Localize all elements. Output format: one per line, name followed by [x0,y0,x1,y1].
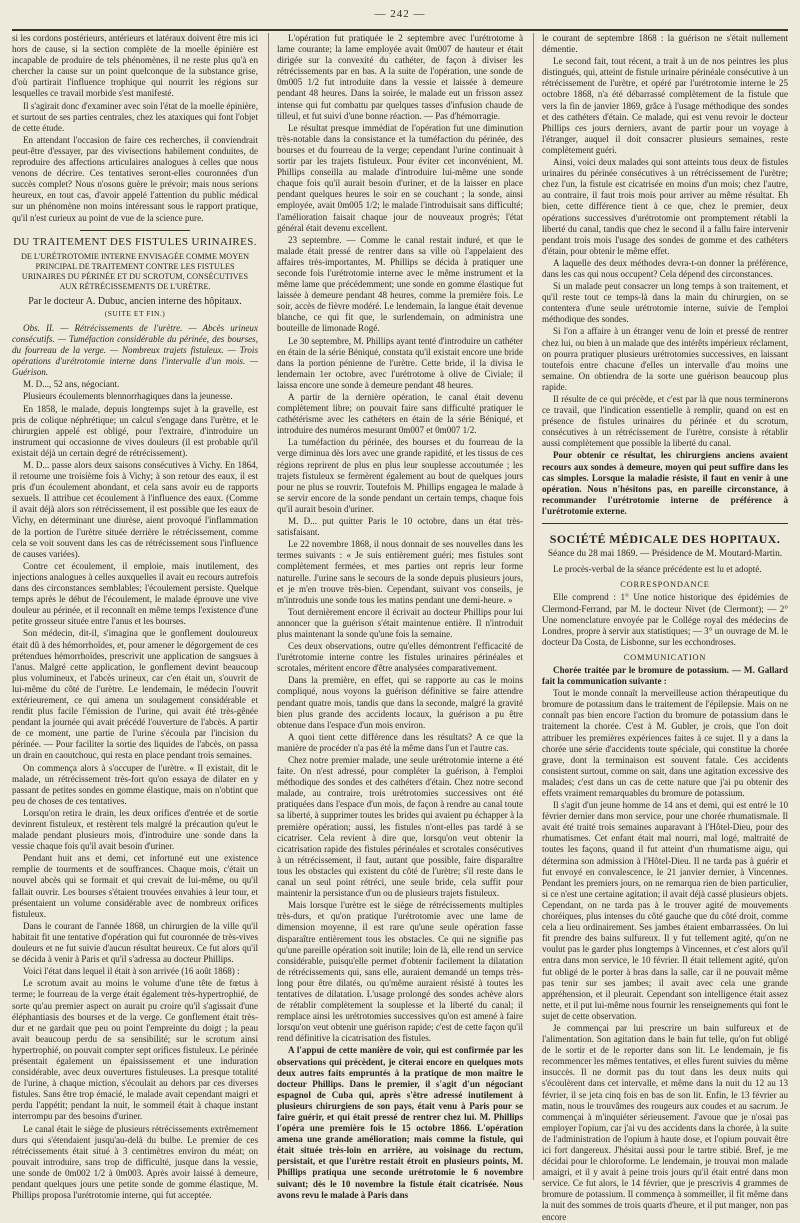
col1-intro-paragraph: si les cordons postérieurs, antérieurs et latéraux doivent être mis ici hors de cause, si la section complète de la moelle épinière est incapable de produire de tels phénomènes, il ne reste plus qu'à en chercher la cause sur un point quelconque de la substance grise, d'où partirait l'influence trophique qui nourrit les régions sur lesquelles ce travail morbide s'est manifesté. [12,33,258,99]
column-3 [533,33,788,1222]
col1-intro-paragraph: En attendant l'occasion de faire ces recherches, il conviendrait peut-être d'essayer, par des vivisections habilement conduites, de reproduire des affections articulaires analogues à celles que nous venons de décrire. Ces tentatives seront-elles couronnées d'un succès complet? Nous n'osons guère le prévoir; mais nous serions heureux, en tout cas, d'avoir appelé l'attention du public médical sur un phénomène non moins intéressant sous le rapport pratique, qu'il n'est curieux au point de vue de la science pure. [12,134,258,223]
header-rule [12,29,788,31]
col2-paragraph: A partir de la dernière opération, le canal était devenu complètement libre; on pouvait faire sans difficulté pratiquer le cathétérisme avec les cathéters en étain de la série Béniqué, et introduire des numéros mesurant 0m007 et 0m007 1/2. [277,392,523,436]
col1-body-paragraph: Plusieurs écoulements blennorrhagiques dans la jeunesse. [23,391,233,402]
col2-paragraph: Le 22 novembre 1868, il nous donnait de ses nouvelles dans les termes suivants : « Je suis entièrement guéri; mes fistules sont complètement fermées, et mes parties ont repris leur forme naturelle. J'urine sans le secours de la sonde depuis plusieurs jours, et je m'en trouve très-bien. Cependant, suivant vos conseils, je m'introduis une sonde tous les matins pendant une demi-heure. » [277,539,523,605]
section-divider [80,230,190,231]
column-1 [12,33,258,1201]
col3-paragraph: Si un malade peut consacrer un long temps à son traitement, et qu'il reste tout ce temps-là dans la main du chirurgien, on se contentera d'une seule urétrotomie interne, suivie de l'emploi méthodique des sondes. [542,281,788,325]
col2-paragraph: A l'appui de cette manière de voir, qui est confirmée par les observations qui précèdent, je citerai encore en quelques mots deux autres faits empruntés à la pratique de mon maître le docteur Phillips. Dans le premier, il s'agit d'un négociant espagnol de Cuba qui, après s'être adressé inutilement à plusieurs chirurgiens de son pays, était venu à Paris pour se faire guérir, et qui était pressé de rentrer chez lui. M. Phillips l'opéra une première fois le 15 octobre 1866. L'opération amena une grande amélioration; mais comme la fistule, qui était située très-loin en arrière, au voisinage du rectum, persistait, et que l'urètre restait étroit en plusieurs points, M. Phillips pratiqua une seconde urétrotomie le 6 novembre suivant; dès le 10 novembre la fistule était cicatrisée. Nous avons revu le malade à Paris dans [277,1045,523,1200]
col2-paragraph: Le 30 septembre, M. Phillips ayant tenté d'introduire un cathéter en étain de la série Béniqué, constata qu'il existait encore une bride dans la portion pénienne de l'urètre. Cette bride, il la divisa le lendemain 1er octobre, avec l'urétrotome à olive de Civiale; il laissa encore une sonde à demeure pendant 48 heures. [277,335,523,390]
col2-paragraph: L'opération fut pratiquée le 2 septembre avec l'urétrotome à lame courante; la lame employée avait 0m007 de hauteur et était dirigée sur la convexité du cathéter, de façon à diviser les rétrécissements par en bas. A la suite de l'opération, une sonde de 0m005 1/2 fut introduite dans la vessie et laissée à demeure pendant 48 heures. Dans la soirée, le malade eut un frisson assez intense qui fut combattu par quelques tasses d'infusion chaude de tilleul, et fut suivi d'une bonne réaction. — Pas d'hémorragie. [277,33,523,121]
page-number: — 242 — [374,8,426,20]
communication-title: Chorée traitée par le bromure de potassium. — M. Gallard fait la communication suivante : [542,664,788,687]
columns [12,33,788,1222]
col1-body-paragraph: Le scrotum avait au moins le volume d'une tête de fœtus à terme; le fourreau de la verge était également très-hypertrophié, de sorte qu'au premier aspect on aurait pu croire qu'il s'agissait d'une éléphantiasis des bourses et de la verge. Ce gonflement était très-dur et ne gardait que peu ou point l'empreinte du doigt ; la peau avait beaucoup perdu de sa sensibilité; sur le scrotum ainsi hypertrophié, on pouvait compter sept orifices fistuleux. Le périnée présentait également un épaississement et une induration considérable, avec deux ouvertures fistuleuses. La presque totalité de l'urine, à chaque miction, s'écoulait au dehors par ces diverses fistules. Sans être trop émacié, le malade avait cependant maigri et perdu l'appétit; pendant la nuit, le sommeil était à chaque instant interrompu par des besoins d'uriner. [12,978,258,1122]
society-title: SOCIÉTÉ MÉDICALE DES HOPITAUX. [549,532,781,547]
col3-paragraph: Ainsi, voici deux malades qui sont atteints tous deux de fistules urinaires du périnée consécutives à un rétrécissement de l'urètre; chez l'un, la fistule est cicatrisée en moins d'un mois; chez l'autre, au contraire, il faut trois mois pour arriver au même résultat. Eh bien, cette différence tient à ce que, chez le premier, deux opérations successives d'urétrotomie ont promptement rétabli la liberté du canal, tandis que chez le second il a fallu faire intervenir pendant trois mois l'usage des sondes de gomme et des cathéters d'étain, pour obtenir le même effet. [542,157,788,256]
col1-body-paragraph: Voici l'état dans lequel il était à son arrivée (16 août 1868) : [23,966,240,977]
col2-paragraph: A quoi tient cette différence dans les résultats? A ce que la manière de procéder n'a pas été la même dans l'un et l'autre cas. [277,731,523,753]
col1-body-paragraph: Pendant huit ans et demi, cet infortuné eut une existence remplie de tourments et de souffrances. Chaque mois, c'était un nouvel abcès qui se formait et qui crevait de lui-même, ou qu'il fallait ouvrir. Les bourses s'étaient trouvées envahies à leur tour, et présentaient un volume considérable avec de nombreux orifices fistuleux. [12,853,258,919]
col3-paragraph: A laquelle des deux méthodes devra-t-on donner la préférence, dans les cas qui nous occupent? Cela dépend des circonstances. [542,257,788,279]
article-suite: (SUITE ET FIN.) [104,308,166,318]
col2-paragraph: Chez notre premier malade, une seule urétrotomie interne a été faite. On n'est adressé, pour compléter la guérison, à l'emploi méthodique des sondes et des cathéters d'étain. Chez notre second malade, au contraire, trois urétrotomies successives ont été pratiquées dans l'espace d'un mois, de façon à rendre au canal toute sa liberté, à supprimer toutes les brides qui avaient pu échapper à la première opération; aussi, les fistules n'ont-elles pas tardé à se cicatriser. Cela revient à dire que, lorsqu'on veut obtenir la cicatrisation rapide des fistules périnéales et scrotales consécutives à un rétrécissement, il faut, autant que possible, faire disparaître tous les obstacles qui existent du côté de l'urètre; s'il reste dans le canal un seul point rétréci, une seule bride, cela suffit pour maintenir la persistance d'un ou de plusieurs trajets fistuleux. [277,755,523,899]
communication-heading: COMMUNICATION [623,652,707,662]
article-title: DU TRAITEMENT DES FISTULES URINAIRES. [13,235,257,248]
correspondance-text: Elle comprend : 1° Une notice historique des épidémies de Clermond-Ferrand, par M. le docteur Nivet (de Clermont); — 2° Une nomenclature envoyée par le Collége royal des médecins de Londres, propre à servir aux statistiques; — 3° un ouvrage de M. le docteur Da Costa, de Lisbonne, sur les ecchondroses. [542,592,788,647]
col2-paragraph: La tuméfaction du périnée, des bourses et du fourreau de la verge diminua dès lors avec une grande rapidité, et les tissus de ces régions reprirent de plus en plus leur souplesse accoutumée ; les trajets fistuleux se fermèrent également au bout de quelques jours pour ne plus se rouvrir. Toutefois M. Phillips engagea le malade à se servir encore de la sonde pendant un certain temps, chaque fois qu'il aurait besoin d'uriner. [277,437,523,514]
article-author: Par le docteur A. Dubuc, ancien interne des hôpitaux. [28,295,242,307]
col2-paragraph: Dans la première, en effet, qui se rapporte au cas le moins compliqué, nous voyons la guérison définitive se faire attendre pendant quatre mois, tandis que dans la seconde, malgré la gravité bien plus grande des accidents locaux, la guérison a pu être obtenue dans l'espace d'un mois environ. [277,675,523,730]
section-divider [542,523,788,524]
communication-paragraph: Je commençai par lui prescrire un bain sulfureux et de l'alimentation. Son agitation dans le bain fut telle, qu'on fut obligé de le sortir et de le reporter dans son lit. Le lendemain, je fis recommencer les mêmes tentatives, et elles furent suivies du même insuccès. Il ne dormit pas du tout dans les deux nuits qui s'écoulèrent dans cet intervalle, et même dans la nuit du 12 au 13 février, il se jeta cinq fois en bas de son lit. Enfin, le 13 février au matin, nous le trouvâmes des rougeurs aux coudes et au sacrum. Je commençai à m'inquiéter sérieusement. J'avoue que je n'osai pas employer l'opium, car j'ai vu des accidents dans la chorée, à la suite de l'administration de l'opium à haute dose, et l'opium pouvait être ici fort dangereux. J'hésitai aussi pour le tartre stibié. Bref, je me décidai pour le chloroforme. Le lendemain, je trouvai mon malade amaigri, et il y avait à peine trois jours qu'il était entré dans mon service. Ce fut alors, le 14 février, que je prescrivis 4 grammes de bromure de potassium. Il commença à sommeiller, il fit même dans la nuit des sommes de trois quarts d'heure, et il put manger, non pas encore [542,1022,788,1222]
correspondance-heading: CORRESPONDANCE [620,580,710,590]
col1-intro-paragraph: Il s'agirait donc d'examiner avec soin l'état de la moelle épinière, et surtout de ses parties centrales, chez les ataxiques qui font l'objet de cette étude. [12,100,258,133]
col2-paragraph: Le résultat presque immédiat de l'opération fut une diminution très-notable dans la consistance et la tuméfaction du périnée, des bourses et du fourreau de la verge; cependant l'urine continuait à sortir par les trajets fistuleux. Pour éviter cet inconvénient, M. Phillips conseilla au malade d'introduire lui-même une sonde chaque fois qu'il aurait besoin d'uriner, et de la laisser en place pendant quelques heures le soir en se couchant ; la sonde, ainsi employée, avait 0m005 1/2; le malade l'introduisait sans difficulté; l'amélioration faisait chaque jour de nouveaux progrès; l'état général était devenu excellent. [277,122,523,233]
article-subtitle: DE L'URÉTROTOMIE INTERNE ENVISAGÉE COMME MOYEN PRINCIPAL DE TRAITEMENT CONTRE LES FISTULES URINAIRES DU PÉRINÉE ET DU SCROTUM, CONSÉCUTIVES AUX RÉTRÉCISSEMENTS DE L'URÈTRE. [20,251,250,291]
col2-paragraph: Mais lorsque l'urètre est le siège de rétrécissements multiples très-durs, et qu'on pratique l'urétrotomie avec une lame de dimension moyenne, il est rare qu'une seule opération fasse disparaître entièrement tous les obstacles. Ce qui ne signifie pas qu'une pareille opération soit inutile; loin de là, elle rend un service considérable, puisqu'elle permet d'obtenir facilement la dilatation de rétrécissements qui, sans elle, auraient demandé un temps très-long pour être dilatés, ou qu'même auraient résisté à toutes les tentatives de dilatation. L'usage prolongé des sondes achève alors de rétablir complètement la souplesse et la liberté du canal; il remplace ainsi les urétrotomies successives qu'on est amené à faire lorsqu'on veut obtenir une guérison rapide; c'est de cette façon qu'il rend définitive la cicatrisation des fistules. [277,900,523,1044]
col1-body-paragraph: M. D... passe alors deux saisons consécutives à Vichy. En 1864, il retourne une troisième fois à Vichy; à son retour des eaux, il est pris d'un écoulement abondant, et cela sans avoir eu de rapports sexuels. Il attribue cet écoulement à l'influence des eaux. (Comme il avait déjà alors son rétrécissement, il est possible que les eaux de Vichy, en déterminant une diurèse, aient provoqué l'inflammation de la portion de l'urètre située derrière le rétrécissement, comme cela se voit souvent dans les cas de rétrécissement sous l'influence de causes variées). [12,460,258,559]
col1-body-paragraph: Contre cet écoulement, il emploie, mais inutilement, des injections analogues à celles auxquelles il avait eu recours autrefois dans des circonstances semblables; l'écoulement persiste. Quelque temps après le début de l'écoulement, le malade éprouve une vive douleur au périnée, et il reconnaît en même temps l'existence d'une petite grosseur située entre l'anus et les bourses. [12,560,258,627]
col2-paragraph: Ces deux observations, outre qu'elles démontrent l'efficacité de l'urétrotomie interne contre les fistules urinaires périnéales et scrotales, méritent encore d'être analysées comparativement. [277,641,523,674]
col3-paragraph: Pour obtenir ce résultat, les chirurgiens anciens avaient recours aux sondes à demeure, moyen qui peut suffire dans les cas simples. Lorsque la maladie résiste, il faut en venir à une opération. Nous n'hésitons pas, en pareille circonstance, à recommander l'urétrotomie interne de préférence à l'urétrotomie externe. [542,450,788,516]
col2-paragraph: 23 septembre. — Comme le canal restait induré, et que le malade était pressé de rentrer dans sa ville où l'appelaient des affaires très-importantes, M. Phillips se décida à pratiquer une seconde fois l'urétrotomie interne avec le même instrument et la même lame que précédemment; une sonde en gomme élastique fut laissée à demeure pendant 48 heures, comme la première fois. Le soir, accès de fièvre modéré. Le lendemain, la langue était devenue blanche, ce qui fit que, le surlendemain, on administra une bouteille de limonade Rogé. [277,234,523,334]
col1-body-paragraph: On commença alors à s'occuper de l'urètre. « Il existait, dit le malade, un rétrécissement très-fort qu'on essaya de dilater en y passant de petites sondes en gomme élastique, mais on n'obtint que peu de choses de ces tentatives. [12,762,258,806]
col1-body-paragraph: M. D..., 52 ans, négociant. [23,379,120,390]
col1-body-paragraph: Son médecin, dit-il, s'imagina que le gonflement douloureux était dû à des hémorrhoïdes, et, pour amener le dégorgement de ces prétendues hémorrhoïdes, prescrivit une application de sangsues à l'anus. Malgré cette application, le gonflement devint beaucoup plus volumineux, et l'abcès urineux, car c'en était un, s'ouvrit de lui-même du côté de l'urètre. Le lendemain, le médecin l'ouvrit extérieurement, ce qui amena un soulagement considérable et rendit plus facile l'émission de l'urine, qui avait été très-gênée pendant la journée qui avait précédé l'ouverture de l'abcès. A partir de ce moment, une partie de l'urine s'écoula par l'incision du périnée. — Pour faciliter la sortie des liquides de l'abcès, on passa un drain en caoutchouc, qui resta en place pendant trois semaines. [12,628,258,761]
col2-paragraph: Tout dernièrement encore il écrivait au docteur Phillips pour lui annoncer que la guérison s'était maintenue entière. Il n'introduit plus maintenant la sonde qu'une fois la semaine. [277,606,523,639]
seance-line: Séance du 28 mai 1869. — Présidence de M. Moutard-Martin. [547,549,783,560]
col1-body-paragraph: Lorsqu'on retira le drain, les deux orifices d'entrée et de sortie devinrent fistuleux, et restèrent tels malgré la précaution qu'eut le malade pendant plusieurs mois, d'introduire une sonde dans la vessie chaque fois qu'il avait besoin d'uriner. [12,807,258,852]
column-2 [268,33,523,1200]
observation-summary: Obs. II. — Rétrécissements de l'urètre. — Abcès urineux consécutifs. — Tuméfaction considérable du périnée, des bourses, du fourreau de la verge. — Nombreux trajets fistuleux. — Trois opérations d'urétrotomie interne dans l'intervalle d'un mois. — Guérison. [12,322,258,378]
col3-paragraph: Le second fait, tout récent, a trait à un de nos peintres les plus distingués, qui, atteint de fistule urinaire périnéale consécutive à un rétrécissement de l'urètre, et opéré par l'urétrotomie interne le 25 octobre 1868, n'a été débarrassé complètement de la fistule que vers la fin de janvier 1869, grâce à l'usage méthodique des sondes et des cathéters d'étain. Ce malade, qui est venu revoir le docteur Phillips ces jours derniers, avant de partir pour un voyage à l'étranger, auquel il doit consacrer plusieurs semaines, reste complètement guéri. [542,56,788,155]
col3-paragraph: Il résulte de ce qui précède, et c'est par là que nous terminerons ce travail, que l'indication essentielle à remplir, quand on est en présence de fistules urinaires du périnée et du scrotum, consécutives à un rétrécissement de l'urètre, consiste à rétablir aussi complètement que possible la liberté du canal. [542,394,788,449]
col1-body-paragraph: En 1858, le malade, depuis longtemps sujet à la gravelle, est pris de colique néphrétique; un calcul s'engage dans l'urètre, et le chirurgien appelé est obligé, pour l'extraire, d'introduire un instrument qui occasionne de vives douleurs (il est probable qu'il existait déjà un certain degré de rétrécissement). [12,403,258,458]
proces-verbal: Le procès-verbal de la séance précédente est lu et adopté. [553,564,762,575]
col2-paragraph: M. D... put quitter Paris le 10 octobre, dans un état très-satisfaisant. [277,516,523,538]
communication-paragraph: Il s'agit d'un jeune homme de 14 ans et demi, qui est entré le 10 février dernier dans mon service, pour une chorée rhumatismale. Il avait été traité trois semaines auparavant à l'Hôtel-Dieu, pour des rhumatismes. Cet enfant était mal nourri, mal logé, maltraité de toutes les façons, quand il fut atteint d'un rhumatisme aigu, qui détermina son admission à l'Hôtel-Dieu. Il ne tarda pas à guérir et fut envoyé en convalescence, le 21 janvier dernier, à Vincennes. Pendant les premiers jours, on ne remarqua rien de bien particulier, si ce n'est une certaine agitation; il avait déjà cassé plusieurs objets. Cependant, on ne tarda pas à le trouver agité de mouvements choréiques, plus intenses du côté gauche que du côté droit, comme cela a lieu ordinairement. Ses jambes étaient embarrassées. On lui fit prendre des bains sulfureux. Il y fut tellement agité, qu'on ne voulut pas le garder plus longtemps à Vincennes, et c'est alors qu'il entra dans mon service, le 10 février. Il était tellement agité, qu'on fut obligé de le porter à bras dans la salle, car il ne pouvait même pas tenir sur ses jambes; il avait avec cela une grande appréhension, et il pleurait. Cependant son intelligence était assez nette, et il put lui-même nous fournir les renseignements qui font le sujet de cette observation. [542,800,788,1021]
col3-paragraph: Si l'on a affaire à un étranger venu de loin et pressé de rentrer chez lui, ou bien à un malade que des intérêts impérieux réclament, on pourra pratiquer plusieurs urétrotomies successives, en laissant toutefois entre chacune d'elles un intervalle d'au moins une semaine. On obtiendra de la sorte une guérison beaucoup plus rapide. [542,326,788,392]
col3-paragraph: le courant de septembre 1868 : la guérison ne s'était nullement démentie. [542,33,788,55]
communication-paragraph: Tout le monde connaît la merveilleuse action thérapeutique du bromure de potassium dans le traitement de l'épilepsie. Mais on ne connaît pas bien encore l'action du bromure de potassium dans le traitement la chorée. C'est à M. Gubler, je crois, que l'on doit attribuer les premières expériences faites à ce sujet. Il y a dans la chorée une série d'accidents toute spéciale, qui constitue la chorée grave, dont la terminaison est souvent fatale. Ces accidents consistent surtout, comme on sait, dans une agitation excessive des malades; c'est dans un cas de cette nature que j'ai pu obtenir des effets vraiment remarquables du bromure de potassium. [542,688,788,798]
col1-body-paragraph: Dans le courant de l'année 1868, un chirurgien de la ville qu'il habitait fit une tentative d'opération qui fut couronnée de très-vives douleurs et ne fut suivie d'aucun résultat heureux. Ce fut alors qu'il se décida à venir à Paris et qu'il s'adressa au docteur Phillips. [12,920,258,965]
col1-body-paragraph: Le canal était le siège de plusieurs rétrécissements extrêmement durs qui s'étendaient jusqu'au-delà du bulbe. Le premier de ces rétrécissements était situé à 3 centimètres environ du méat; on pouvait introduire, sans trop de difficulté, jusque dans la vessie, une sonde de 0m002 1/2 à 0m003. Après avoir laissé à demeure, pendant quelques jours une petite sonde de gomme élastique, M. Phillips proposa l'urétrotomie interne, qui fut acceptée. [12,1123,258,1201]
